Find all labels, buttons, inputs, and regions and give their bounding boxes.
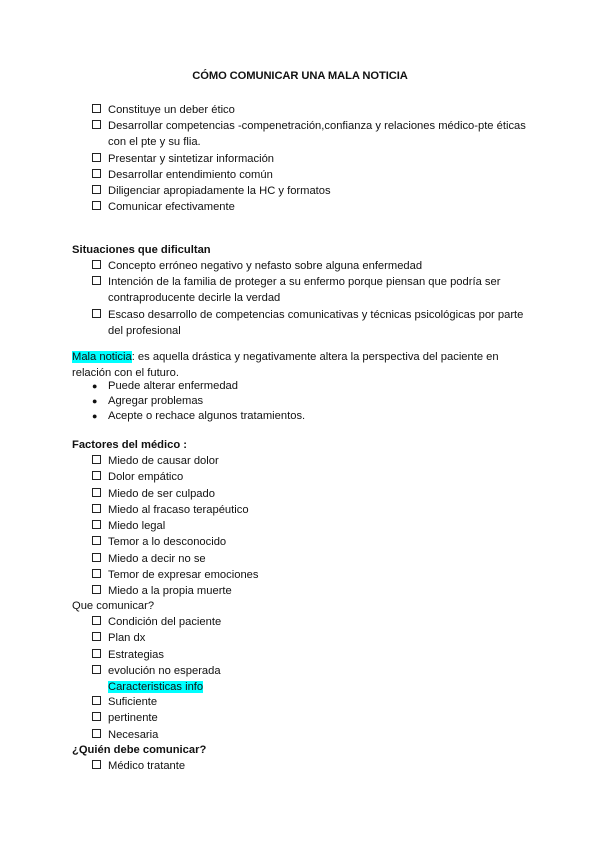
list-item xyxy=(92,486,532,502)
item-text: Miedo legal xyxy=(108,520,166,533)
que-comunicar-checklist xyxy=(92,614,532,679)
list-item xyxy=(92,630,532,646)
checkbox[interactable] xyxy=(92,201,101,210)
checkbox[interactable] xyxy=(92,536,101,545)
checkbox[interactable] xyxy=(92,185,101,194)
list-item xyxy=(92,199,532,215)
list-item xyxy=(92,567,532,583)
item-text: Presentar y sintetizar información xyxy=(108,152,275,165)
list-item xyxy=(92,258,532,274)
checkbox[interactable] xyxy=(92,696,101,705)
item-text: Concepto erróneo negativo y nefasto sobre alguna enfermedad xyxy=(108,260,423,272)
situaciones-checklist xyxy=(92,258,532,339)
list-item xyxy=(92,534,532,550)
list-item xyxy=(92,274,532,306)
checkbox[interactable] xyxy=(92,665,101,674)
item-text: Agregar problemas xyxy=(108,395,204,407)
checkbox[interactable] xyxy=(92,569,101,578)
list-item xyxy=(92,647,532,663)
checkbox[interactable] xyxy=(92,120,101,129)
list-item xyxy=(92,614,532,630)
checkbox[interactable] xyxy=(92,553,101,562)
checkbox[interactable] xyxy=(92,520,101,529)
bullet-item xyxy=(92,409,305,424)
que-comunicar-heading: Que comunicar? xyxy=(72,600,155,612)
bullet-dot-icon: ● xyxy=(92,411,98,421)
item-text: pertinente xyxy=(108,712,158,725)
checkbox[interactable] xyxy=(92,260,101,269)
caracteristicas-text: Caracteristicas info xyxy=(108,681,204,693)
list-item xyxy=(92,502,532,518)
list-item xyxy=(92,307,532,339)
list-item xyxy=(92,694,532,710)
quien-checklist xyxy=(92,758,532,774)
list-item xyxy=(92,183,532,199)
item-text: evolución no esperada xyxy=(108,664,221,677)
list-item xyxy=(92,583,532,599)
checkbox[interactable] xyxy=(92,104,101,113)
list-item xyxy=(92,518,532,534)
mala-noticia-definition: : es aquella drástica y negativamente altera la perspectiva del paciente en relación con el futuro. xyxy=(72,351,499,379)
quien-heading: ¿Quién debe comunicar? xyxy=(72,744,207,756)
item-text: Miedo a la propia muerte xyxy=(108,585,232,598)
bullet-item xyxy=(92,394,305,409)
list-item xyxy=(92,551,532,567)
bullet-item xyxy=(92,379,305,394)
caracteristicas-label xyxy=(108,679,203,695)
item-text: Desarrollar entendimiento común xyxy=(108,168,273,181)
item-text: Estrategias xyxy=(108,648,164,661)
list-item xyxy=(92,663,532,679)
item-text: Plan dx xyxy=(108,632,146,645)
checkbox[interactable] xyxy=(92,471,101,480)
mala-noticia-paragraph xyxy=(72,349,532,381)
checkbox[interactable] xyxy=(92,276,101,285)
list-item xyxy=(92,453,532,469)
item-text: Suficiente xyxy=(108,696,158,708)
item-text: Miedo al fracaso terapéutico xyxy=(108,503,249,516)
factores-checklist xyxy=(92,453,532,600)
item-text: Temor de expresar emociones xyxy=(108,569,259,582)
mala-noticia-bullets xyxy=(92,379,305,424)
list-item xyxy=(92,151,532,167)
checkbox[interactable] xyxy=(92,455,101,464)
item-text: Acepte o rechace algunos tratamientos. xyxy=(108,410,306,422)
item-text: Miedo a decir no se xyxy=(108,552,206,565)
bullet-dot-icon: ● xyxy=(92,396,98,406)
checkbox[interactable] xyxy=(92,616,101,625)
item-text: Temor a lo desconocido xyxy=(108,536,227,549)
item-text: Constituye un deber ético xyxy=(108,104,235,116)
list-item xyxy=(92,102,532,118)
intro-checklist xyxy=(92,102,532,216)
item-text: Miedo de ser culpado xyxy=(108,487,215,500)
item-text: Dolor empático xyxy=(108,471,184,484)
item-text: Médico tratante xyxy=(108,760,186,772)
situaciones-heading: Situaciones que dificultan xyxy=(72,244,211,256)
checkbox[interactable] xyxy=(92,153,101,162)
item-text: Intención de la familia de proteger a su enfermo porque piensan que podría ser contraproducente decirle la verdad xyxy=(108,276,501,305)
factores-heading: Factores del médico : xyxy=(72,439,188,451)
item-text: Miedo de causar dolor xyxy=(108,455,219,467)
item-text: Puede alterar enfermedad xyxy=(108,380,238,392)
checkbox[interactable] xyxy=(92,729,101,738)
mala-noticia-term: Mala noticia xyxy=(72,351,132,363)
item-text: Diligenciar apropiadamente la HC y formatos xyxy=(108,185,331,198)
list-item xyxy=(92,167,532,183)
checkbox[interactable] xyxy=(92,504,101,513)
list-item xyxy=(92,758,532,774)
caracteristicas-checklist xyxy=(92,694,532,743)
item-text: Desarrollar competencias -compenetración,confianza y relaciones médico-pte éticas con el pte y su flia. xyxy=(108,120,526,149)
item-text: Condición del paciente xyxy=(108,616,222,628)
checkbox[interactable] xyxy=(92,585,101,594)
checkbox[interactable] xyxy=(92,488,101,497)
checkbox[interactable] xyxy=(92,649,101,658)
page-title: CÓMO COMUNICAR UNA MALA NOTICIA xyxy=(192,70,408,82)
checkbox[interactable] xyxy=(92,760,101,769)
item-text: Necesaria xyxy=(108,728,159,741)
checkbox[interactable] xyxy=(92,712,101,721)
list-item xyxy=(92,469,532,485)
checkbox[interactable] xyxy=(92,169,101,178)
list-item xyxy=(92,118,532,150)
list-item xyxy=(92,727,532,743)
list-item xyxy=(92,710,532,726)
item-text: Escaso desarrollo de competencias comunicativas y técnicas psicológicas por parte del profesional xyxy=(108,308,524,337)
checkbox[interactable] xyxy=(92,309,101,318)
item-text: Comunicar efectivamente xyxy=(108,201,235,214)
bullet-dot-icon: ● xyxy=(92,381,98,391)
checkbox[interactable] xyxy=(92,632,101,641)
